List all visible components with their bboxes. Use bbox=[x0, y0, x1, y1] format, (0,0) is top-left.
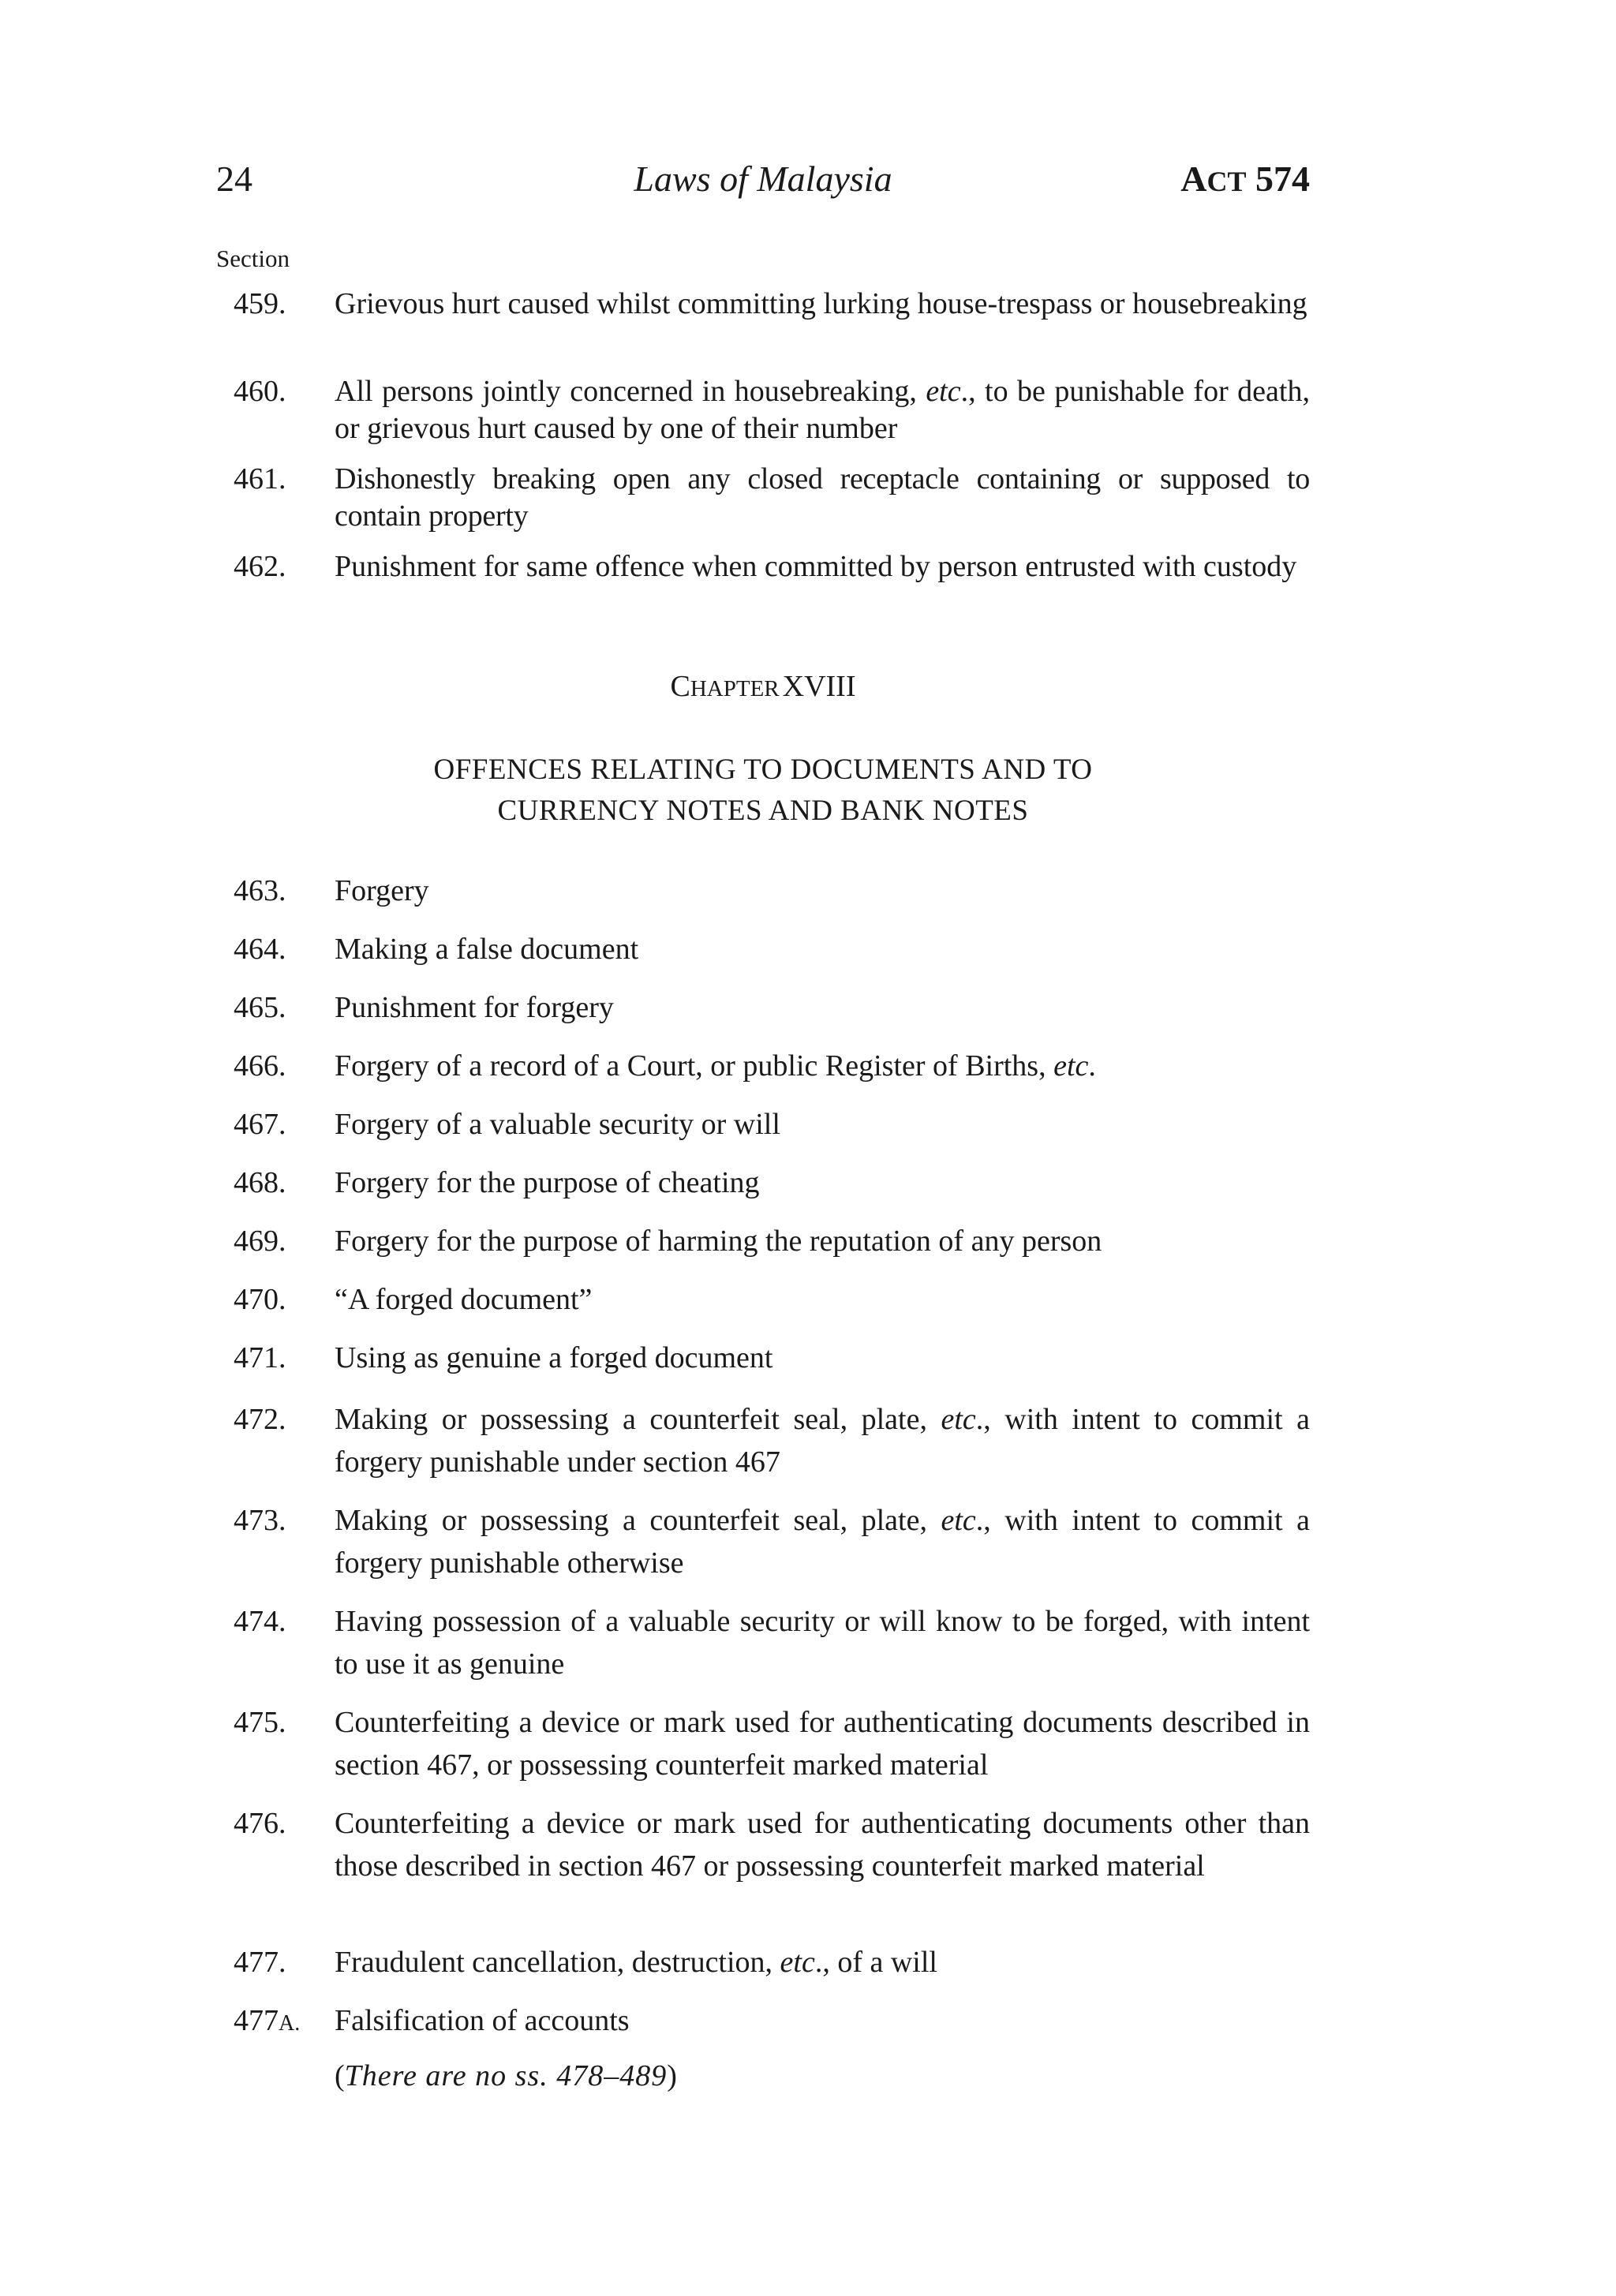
chapter-heading: CHAPTER XVIII bbox=[670, 670, 856, 703]
section-entry-463: 463. Forgery bbox=[234, 874, 429, 907]
act-number: ACT 574 bbox=[1180, 159, 1310, 199]
section-entry-477: 477. Fraudulent cancellation, destruction, etc., of a will bbox=[234, 1946, 937, 1979]
chapter-title: OFFENCES RELATING TO DOCUMENTS AND TO CURRENCY NOTES AND BANK NOTES bbox=[433, 753, 1093, 827]
section-entry-460: 460. All persons jointly concerned in housebreaking, etc., to be punishable for death, or grievous hurt caused by one of their number bbox=[234, 375, 1310, 445]
section-entry-465: 465. Punishment for forgery bbox=[234, 991, 614, 1024]
section-entry-467: 467. Forgery of a valuable security or will bbox=[234, 1108, 780, 1141]
page-number: 24 bbox=[216, 159, 252, 199]
section-entry-474: 474. Having possession of a valuable security or will know to be forged, with intent to use it as genuine bbox=[234, 1605, 1310, 1681]
document-page bbox=[216, 0, 1310, 2296]
section-entry-468: 468. Forgery for the purpose of cheating bbox=[234, 1166, 760, 1199]
running-title: Laws of Malaysia bbox=[634, 159, 892, 199]
section-entry-469: 469. Forgery for the purpose of harming the reputation of any person bbox=[234, 1225, 1102, 1258]
page-header bbox=[216, 158, 1310, 208]
section-entry-462: 462. Punishment for same offence when committed by person entrusted with custody bbox=[234, 550, 1297, 583]
section-entry-473: 473. Making or possessing a counterfeit seal, plate, etc., with intent to commit a forgery punishable otherwise bbox=[234, 1504, 1310, 1580]
section-entry-459: 459. Grievous hurt caused whilst committing lurking house-trespass or housebreaking bbox=[234, 287, 1307, 320]
section-entry-472: 472. Making or possessing a counterfeit seal, plate, etc., with intent to commit a forgery punishable under section 467 bbox=[234, 1403, 1310, 1479]
section-entry-466: 466. Forgery of a record of a Court, or public Register of Births, etc. bbox=[234, 1049, 1096, 1083]
section-entry-471: 471. Using as genuine a forged document bbox=[234, 1341, 773, 1374]
section-entry-475: 475. Counterfeiting a device or mark used for authenticating documents described in section 467, or possessing counterfeit marked material bbox=[234, 1706, 1310, 1782]
omitted-sections-note: (There are no ss. 478–489) bbox=[335, 2059, 677, 2092]
section-entry-470: 470. “A forged document” bbox=[234, 1283, 593, 1316]
section-column-label: Section bbox=[216, 245, 290, 272]
section-entry-476: 476. Counterfeiting a device or mark used for authenticating documents other than those described in section 467 or possessing counterfeit marked material bbox=[234, 1807, 1310, 1883]
section-entry-461: 461. Dishonestly breaking open any closed receptacle containing or supposed to contain property bbox=[234, 462, 1310, 533]
section-entry-477a: 477A. Falsification of accounts bbox=[234, 2004, 630, 2037]
section-entry-464: 464. Making a false document bbox=[234, 933, 639, 966]
